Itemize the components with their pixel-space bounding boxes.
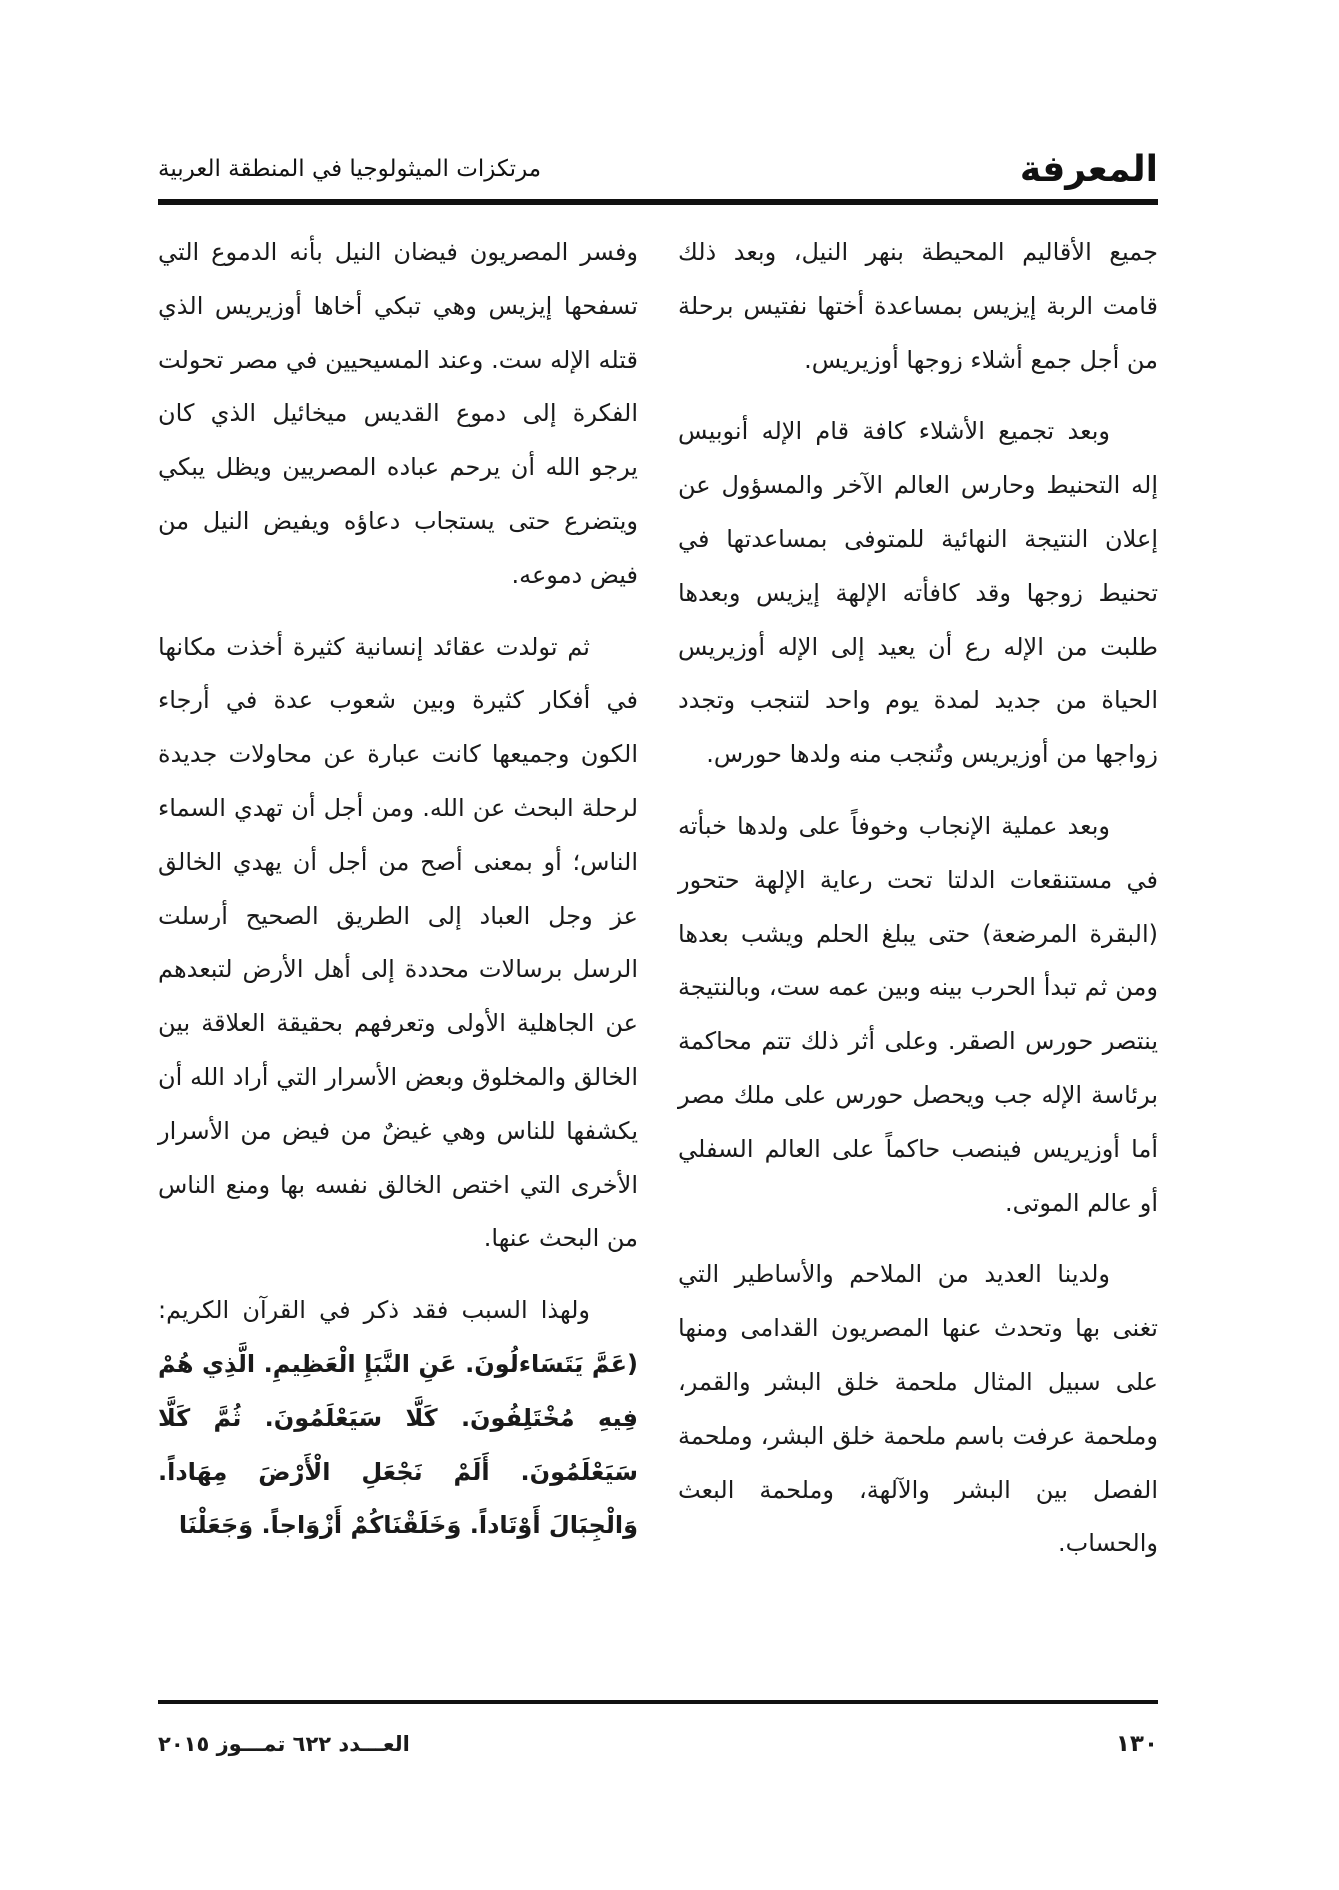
quran-verse: (عَمَّ يَتَسَاءلُونَ. عَنِ النَّبَإِ الْعَظِيمِ. الَّذِي هُمْ فِيهِ مُخْتَلِفُونَ. كَلَّا سَيَعْلَمُونَ. ثُمَّ كَلَّا سَيَعْلَمُونَ. أَلَمْ نَجْعَلِ الْأَرْضَ مِهَاداً. وَالْجِبَالَ أَوْتَاداً. وَخَلَقْنَاكُمْ أَزْوَاجاً. وَجَعَلْنَا [158,1349,638,1540]
issue-info: العـــدد ٦٢٢ تمـــوز ٢٠١٥ [158,1732,410,1756]
running-title: مرتكزات الميثولوجيا في المنطقة العربية [158,156,542,182]
page-footer [158,1726,1158,1762]
page-number: ١٣٠ [1115,1731,1158,1757]
header-divider [158,199,1158,205]
paragraph: ثم تولدت عقائد إنسانية كثيرة أخذت مكانها في أفكار كثيرة وبين شعوب عدة في أرجاء الكون وجميعها كانت عبارة عن محاولات جديدة لرحلة البحث عن الله. ومن أجل أن تهدي السماء الناس؛ أو بمعنى أصح من أجل أن يهدي الخالق عز وجل العباد إلى الطريق الصحيح أرسلت الرسل برسالات محددة إلى أهل الأرض لتبعدهم عن الجاهلية الأولى وتعرفهم بحقيقة العلاقة بين الخالق والمخلوق وبعض الأسرار التي أراد الله أن يكشفها للناس وهي غيضٌ من فيض من الأسرار الأخرى التي اختص الخالق نفسه بها ومنع الناس من البحث عنها. [158,632,638,1253]
page-header [158,150,1158,198]
quote-intro: ولهذا السبب فقد ذكر في القرآن الكريم: [158,1296,590,1325]
magazine-logo: المعرفة [1019,149,1158,190]
right-column [678,226,1158,1589]
paragraph: جميع الأقاليم المحيطة بنهر النيل، وبعد ذلك قامت الربة إيزيس بمساعدة أختها نفتيس برحلة من أجل جمع أشلاء زوجها أوزيريس. [678,238,1158,374]
paragraph: وبعد عملية الإنجاب وخوفاً على ولدها خبأته في مستنقعات الدلتا تحت رعاية الإلهة حتحور (البقرة المرضعة) حتى يبلغ الحلم ويشب بعدها ومن ثم تبدأ الحرب بينه وبين عمه ست، وبالنتيجة ينتصر حورس الصقر. وعلى أثر ذلك تتم محاكمة برئاسة الإله جب ويحصل حورس على ملك مصر أما أوزيريس فينصب حاكماً على العالم السفلي أو عالم الموتى. [678,811,1158,1217]
paragraph: وبعد تجميع الأشلاء كافة قام الإله أنوبيس إله التحنيط وحارس العالم الآخر والمسؤول عن إعلان النتيجة النهائية للمتوفى بمساعدتها في تحنيط زوجها وقد كافأته الإلهة إيزيس وبعدها طلبت من الإله رع أن يعيد إلى الإله أوزيريس الحياة من جديد لمدة يوم واحد لتنجب وتجدد زواجها من أوزيريس وتُنجب منه ولدها حورس. [678,417,1158,769]
paragraph-with-quote [158,1284,638,1553]
paragraph: ولدينا العديد من الملاحم والأساطير التي تغنى بها وتحدث عنها المصريون القدامى ومنها على سبيل المثال ملحمة خلق البشر والقمر، وملحمة عرفت باسم ملحمة خلق البشر، وملحمة الفصل بين البشر والآلهة، وملحمة البعث والحساب. [678,1260,1158,1558]
footer-divider [158,1700,1158,1704]
paragraph: وفسر المصريون فيضان النيل بأنه الدموع التي تسفحها إيزيس وهي تبكي أخاها أوزيريس الذي قتله الإله ست. وعند المسيحيين في مصر تحولت الفكرة إلى دموع القديس ميخائيل الذي كان يرجو الله أن يرحم عباده المصريين ويظل يبكي ويتضرع حتى يستجاب دعاؤه ويفيض النيل من فيض دموعه. [158,238,638,589]
left-column [158,226,638,1571]
